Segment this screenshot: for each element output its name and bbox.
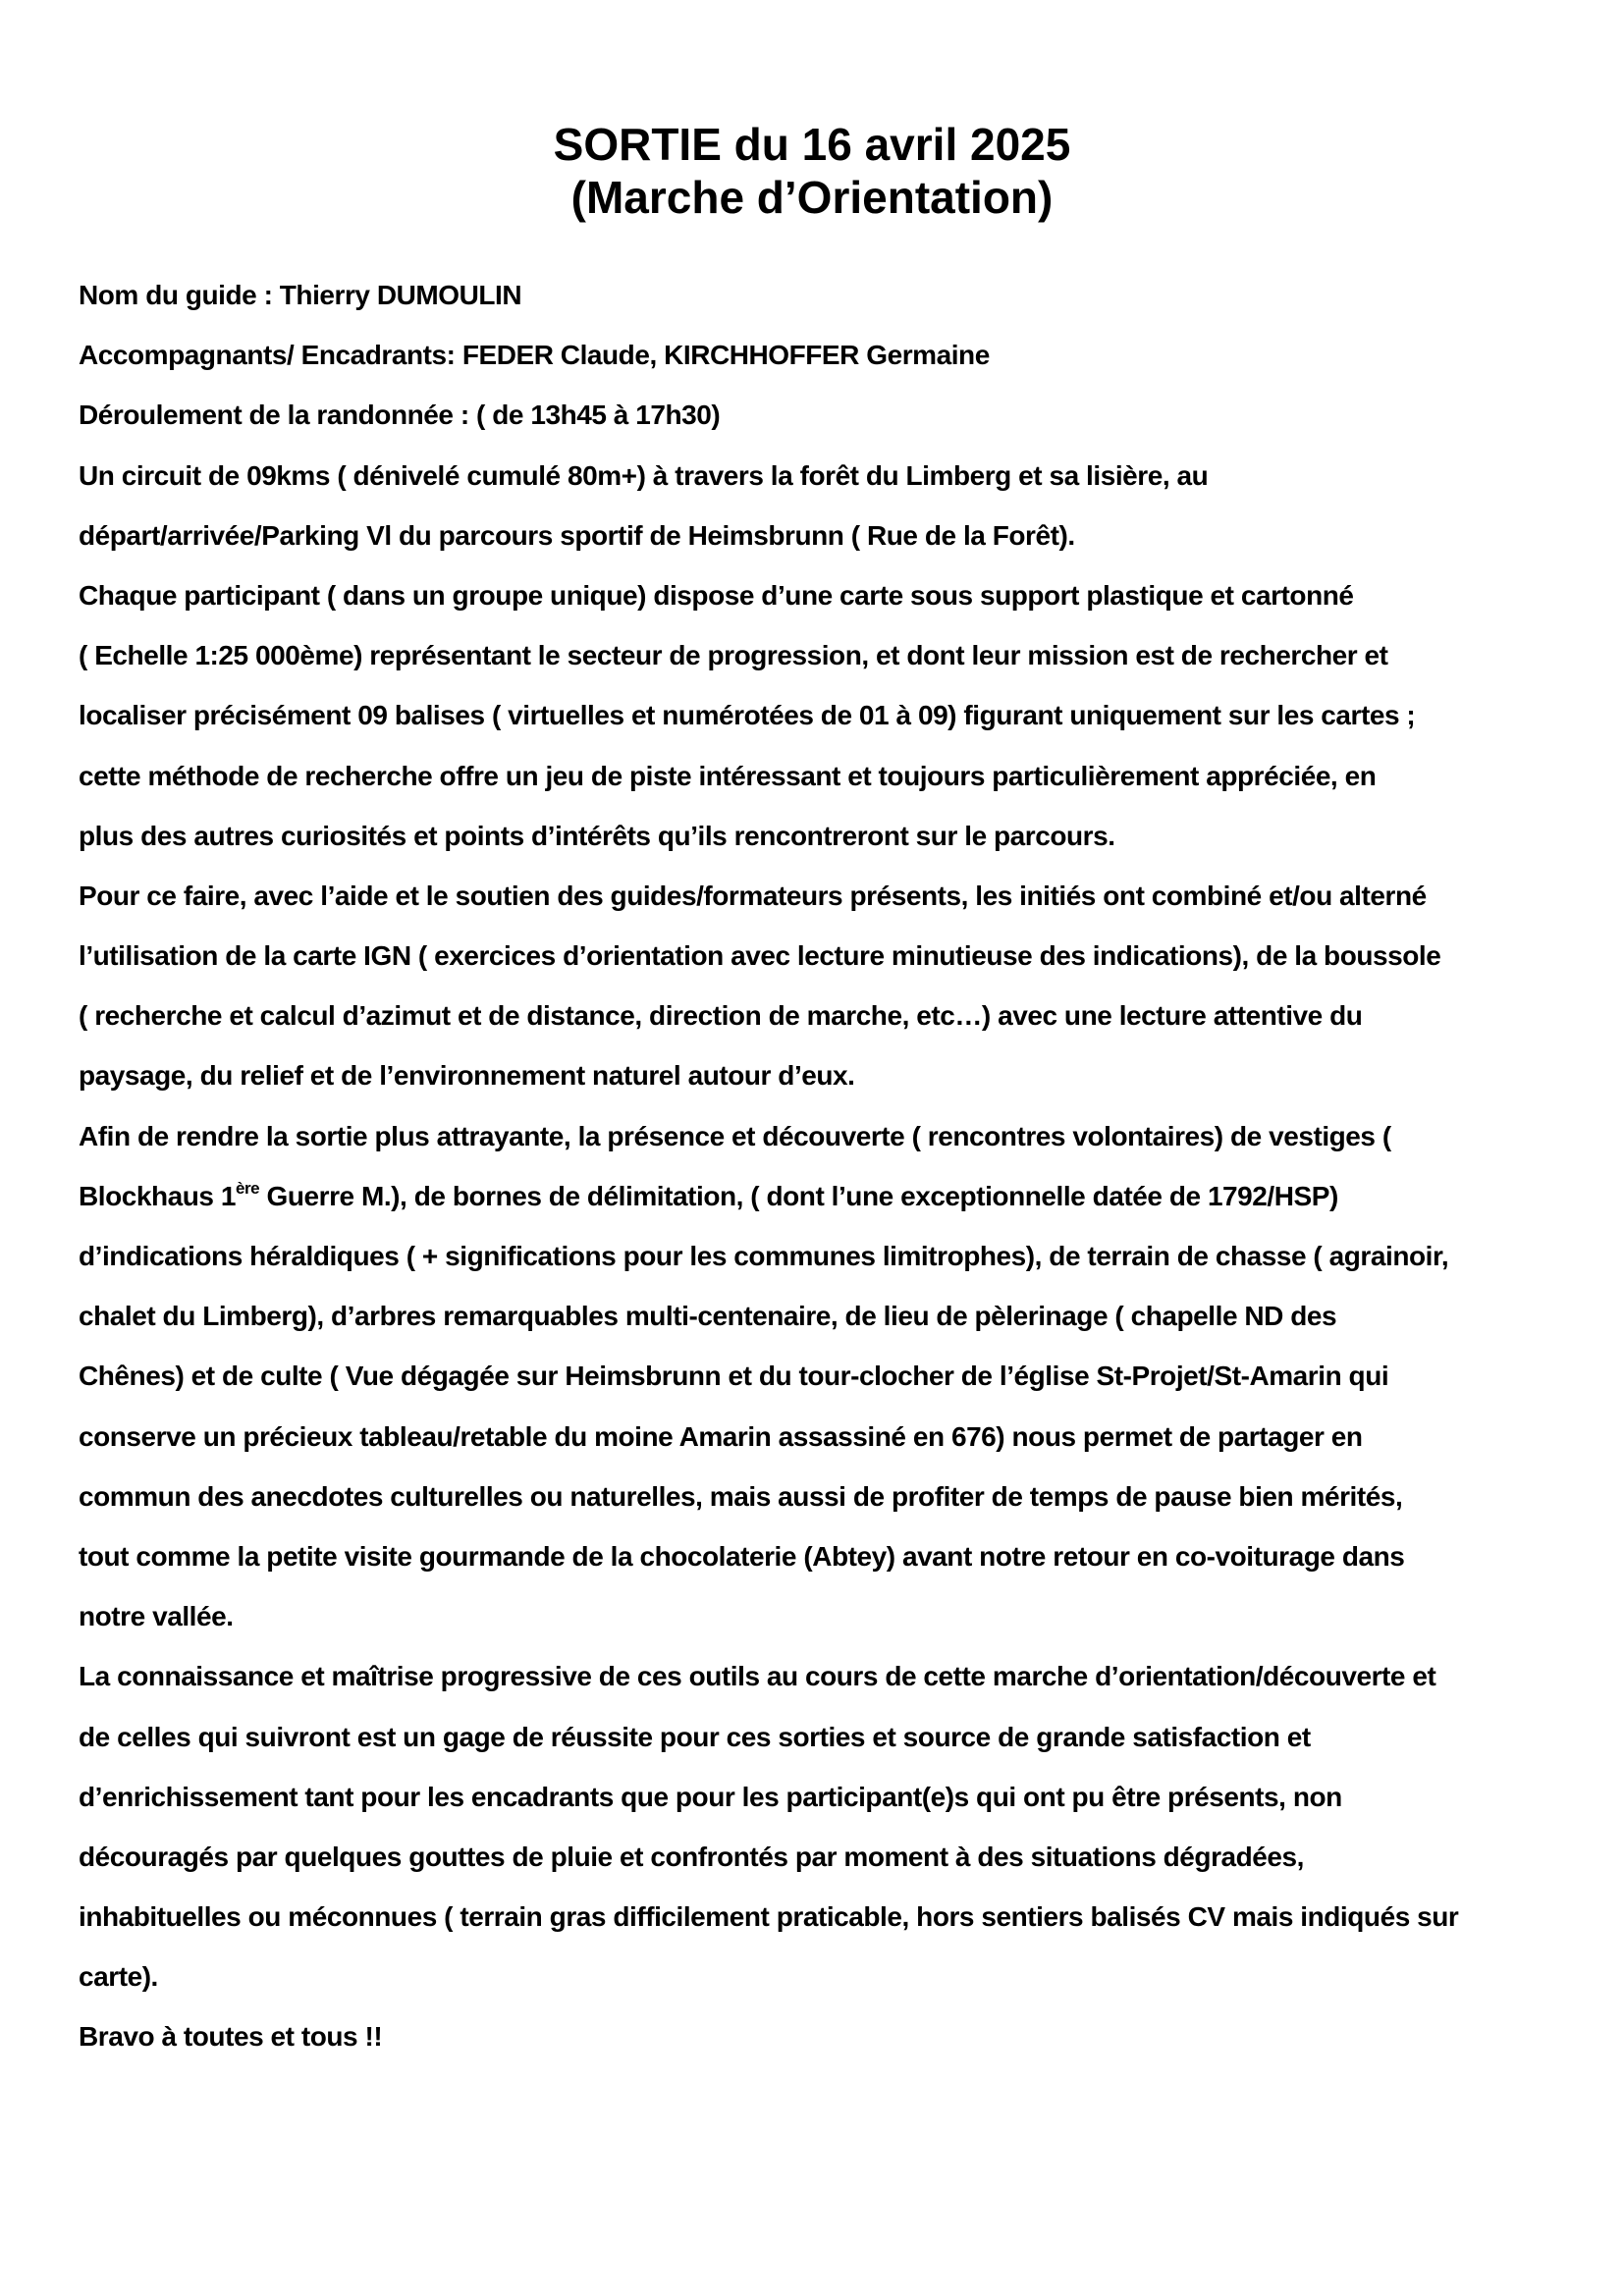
companions-line: Accompagnants/ Encadrants: FEDER Claude, KIRCHHOFFER Germaine: [79, 340, 990, 371]
body-text-line: Afin de rendre la sortie plus attrayante, la présence et découverte ( rencontres volontaires) de vestiges (: [79, 1120, 1391, 1151]
body-text-line: ( recherche et calcul d’azimut et de distance, direction de marche, etc…) avec une lecture attentive du: [79, 1000, 1363, 1032]
body-text-line: chalet du Limberg), d’arbres remarquables multi-centenaire, de lieu de pèlerinage ( chapelle ND des: [79, 1301, 1337, 1332]
body-text-line: de celles qui suivront est un gage de réussite pour ces sorties et source de grande satisfaction et: [79, 1721, 1311, 1752]
schedule-line: Déroulement de la randonnée : ( de 13h45 à 17h30): [79, 400, 721, 431]
body-text-line: conserve un précieux tableau/retable du moine Amarin assassiné en 676) nous permet de partager en: [79, 1420, 1363, 1452]
body-text-line: notre vallée.: [79, 1601, 234, 1632]
body-text-line: plus des autres curiosités et points d’intérêts qu’ils rencontreront sur le parcours.: [79, 820, 1115, 851]
guide-name-line: Nom du guide : Thierry DUMOULIN: [79, 280, 522, 310]
body-text-line: découragés par quelques gouttes de pluie et confrontés par moment à des situations dégradées,: [79, 1841, 1304, 1872]
text-segment: Guerre M.), de bornes de délimitation, ( dont l’une exceptionnelle datée de 1792/HSP): [259, 1180, 1338, 1211]
closing-line: Bravo à toutes et tous !!: [79, 2021, 383, 2053]
body-text-line: d’enrichissement tant pour les encadrants que pour les participant(e)s qui ont pu être présents, non: [79, 1781, 1342, 1812]
body-text-line: commun des anecdotes culturelles ou naturelles, mais aussi de profiter de temps de pause bien mérités,: [79, 1480, 1403, 1512]
document-subtitle: (Marche d’Orientation): [570, 172, 1054, 223]
body-text-line: Pour ce faire, avec l’aide et le soutien des guides/formateurs présents, les initiés ont combiné et/ou alterné: [79, 880, 1427, 911]
body-text-line: La connaissance et maîtrise progressive de ces outils au cours de cette marche d’orientation/découverte et: [79, 1661, 1436, 1692]
superscript: ère: [236, 1178, 260, 1198]
body-text-line: d’indications héraldiques ( + significations pour les communes limitrophes), de terrain de chasse ( agrainoir,: [79, 1241, 1449, 1271]
document-title: SORTIE du 16 avril 2025: [553, 119, 1071, 170]
body-text-line: l’utilisation de la carte IGN ( exercices d’orientation avec lecture minutieuse des indications), de la boussole: [79, 940, 1441, 972]
body-text-line: inhabituelles ou méconnues ( terrain gras difficilement praticable, hors sentiers balisés CV mais indiqués sur: [79, 1901, 1459, 1933]
body-text-line-superscript: [79, 1166, 1571, 1226]
body-text-line: Un circuit de 09kms ( dénivelé cumulé 80m+) à travers la forêt du Limberg et sa lisière, au: [79, 459, 1209, 491]
body-text-line: cette méthode de recherche offre un jeu de piste intéressant et toujours particulièrement appréciée, en: [79, 760, 1377, 791]
body-text-line: départ/arrivée/Parking Vl du parcours sportif de Heimsbrunn ( Rue de la Forêt).: [79, 519, 1075, 551]
body-text-line: ( Echelle 1:25 000ème) représentant le secteur de progression, et dont leur mission est de rechercher et: [79, 640, 1388, 671]
body-text-line: paysage, du relief et de l’environnement naturel autour d’eux.: [79, 1060, 855, 1092]
body-text-line: Chênes) et de culte ( Vue dégagée sur Heimsbrunn et du tour-clocher de l’église St-Projet/St-Amarin qui: [79, 1361, 1389, 1392]
body-text-line: localiser précisément 09 balises ( virtuelles et numérotées de 01 à 09) figurant uniquement sur les cartes ;: [79, 700, 1416, 731]
body-text-line: tout comme la petite visite gourmande de la chocolaterie (Abtey) avant notre retour en co-voiturage dans: [79, 1540, 1405, 1572]
text-segment: Blockhaus 1: [79, 1180, 237, 1211]
body-text-line: carte).: [79, 1961, 158, 1993]
document-body: [79, 265, 1571, 2067]
body-text-line: Chaque participant ( dans un groupe unique) dispose d’une carte sous support plastique et cartonné: [79, 579, 1354, 611]
